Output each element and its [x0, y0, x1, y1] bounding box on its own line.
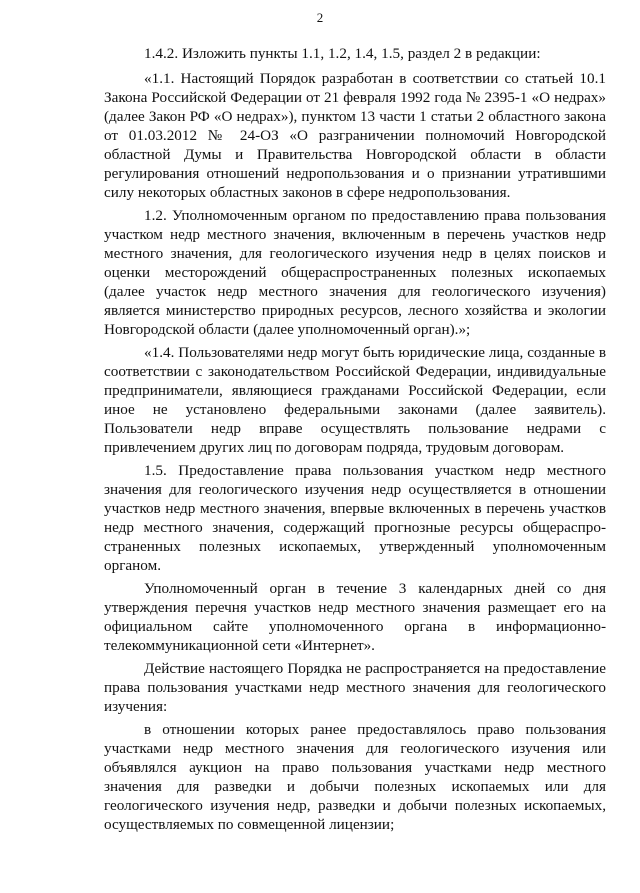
paragraph-1-2: 1.2. Уполномоченным органом по предоставлению права пользования участком недр местного значения, включенным в перечень участков недр местного значения, для геологического изучения недр в целях поисков и оценки месторождений общераспространенных полезных ископаемых (далее участок недр местного значения для геологического изучения) является министерство природных ресурсов, лесного хозяйства и экологии Новгородской области (далее уполномоченный орган).»; [104, 207, 606, 338]
paragraph-publication: Уполномоченный орган в течение 3 календарных дней со дня утверждения перечня участков недр местного значения размещает его на официальном сайте уполномоченного органа в информационно-телекоммуникационной сети «Интернет». [104, 580, 606, 654]
paragraph-exception: в отношении которых ранее предоставлялось право пользования участками недр местного значения для геологического изучения или объявлялся аукцион на право пользования участками недр местного значения для разведки и добычи полезных ископаемых или для геологического изучения недр, разведки и добычи полезных ископаемых, осуществляемых по совмещенной лицензии; [104, 721, 606, 833]
paragraph-1-4: «1.4. Пользователями недр могут быть юридические лица, созданные в соответствии с законодательством Российской Федерации, индивидуальные предприниматели, являющиеся гражданами Российской Федерации, если иное не установлено федеральными законами (далее заявитель). Пользователи недр вправе осуществлять пользование недрами с привлечением других лиц по договорам подряда, трудовым договорам. [104, 344, 606, 456]
paragraph-scope: Действие настоящего Порядка не распространяется на предоставление права пользования участками недр местного значения для геологического изучения: [104, 660, 606, 715]
page-number: 2 [316, 10, 324, 25]
document-body [104, 44, 606, 838]
paragraph-1-1: «1.1. Настоящий Порядок разработан в соответствии со статьей 10.1 Закона Российской Федерации от 21 февраля 1992 года № 2395-1 «О недрах» (далее Закон РФ «О недрах»), пунктом 13 части 1 статьи 2 областного закона от 01.03.2012 № 24-ОЗ «О разграничении полномочий Новгородской областной Думы и Правительства Новгородской области в области регулирования отношений недропользования и о признании утратившими силу некоторых областных законов в сфере недропользования. [104, 70, 606, 201]
paragraph-intro: 1.4.2. Изложить пункты 1.1, 1.2, 1.4, 1.5, раздел 2 в редакции: [144, 45, 541, 62]
paragraph-1-5: 1.5. Предоставление права пользования участком недр местного значения для геологического изучения недр осуществляется в отношении участков недр местного значения, впервые включенных в перечень участков недр местного значения, содержащий прогнозные ресурсы общераспро-страненных полезных ископаемых, утвержденный уполномоченным органом. [104, 462, 606, 574]
